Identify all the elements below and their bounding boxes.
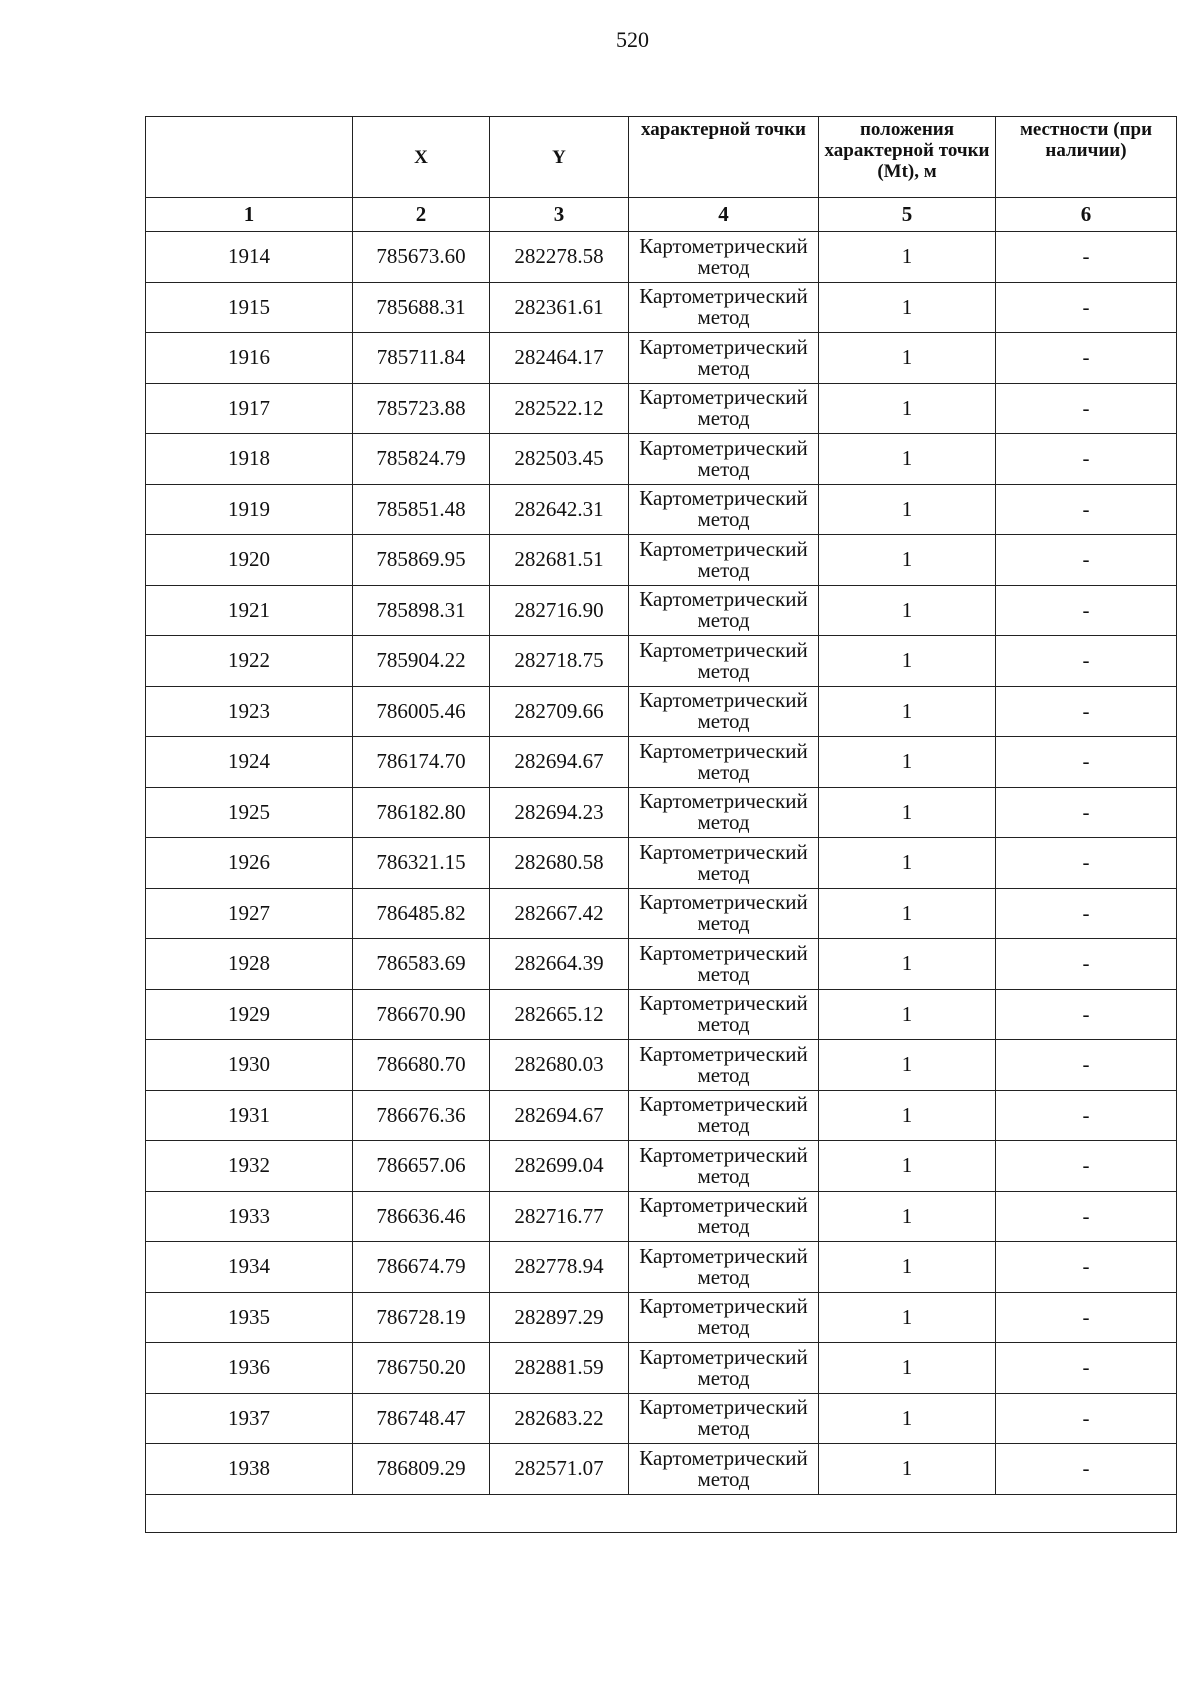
table-row xyxy=(146,686,1177,737)
description-cell: - xyxy=(996,686,1177,737)
accuracy-cell: 1 xyxy=(819,636,996,687)
table-row xyxy=(146,1090,1177,1141)
x-coordinate-cell: 786005.46 xyxy=(353,686,490,737)
x-coordinate-cell: 786674.79 xyxy=(353,1242,490,1293)
point-number-cell: 1919 xyxy=(146,484,353,535)
table-row xyxy=(146,787,1177,838)
method-cell: Картометрический метод xyxy=(629,333,819,384)
y-coordinate-cell: 282665.12 xyxy=(490,989,629,1040)
table-row xyxy=(146,1292,1177,1343)
method-cell: Картометрический метод xyxy=(629,888,819,939)
y-coordinate-cell: 282716.77 xyxy=(490,1191,629,1242)
y-coordinate-cell: 282683.22 xyxy=(490,1393,629,1444)
table-row xyxy=(146,989,1177,1040)
point-number-cell: 1933 xyxy=(146,1191,353,1242)
point-number-cell: 1928 xyxy=(146,939,353,990)
table-row xyxy=(146,838,1177,889)
table-row xyxy=(146,1444,1177,1495)
point-number-cell: 1917 xyxy=(146,383,353,434)
accuracy-cell: 1 xyxy=(819,1444,996,1495)
table-row xyxy=(146,939,1177,990)
point-number-cell: 1932 xyxy=(146,1141,353,1192)
y-coordinate-cell: 282642.31 xyxy=(490,484,629,535)
accuracy-cell: 1 xyxy=(819,888,996,939)
method-cell: Картометрический метод xyxy=(629,636,819,687)
table-row xyxy=(146,484,1177,535)
x-coordinate-cell: 786657.06 xyxy=(353,1141,490,1192)
description-cell: - xyxy=(996,1090,1177,1141)
description-cell: - xyxy=(996,282,1177,333)
table-row xyxy=(146,232,1177,283)
x-coordinate-cell: 786174.70 xyxy=(353,737,490,788)
header-cell-description: местности (при наличии) xyxy=(996,117,1177,198)
x-coordinate-cell: 786809.29 xyxy=(353,1444,490,1495)
table-row xyxy=(146,737,1177,788)
y-coordinate-cell: 282694.67 xyxy=(490,1090,629,1141)
method-cell: Картометрический метод xyxy=(629,232,819,283)
accuracy-cell: 1 xyxy=(819,1090,996,1141)
y-coordinate-cell: 282881.59 xyxy=(490,1343,629,1394)
y-coordinate-cell: 282664.39 xyxy=(490,939,629,990)
y-coordinate-cell: 282680.58 xyxy=(490,838,629,889)
point-number-cell: 1918 xyxy=(146,434,353,485)
y-coordinate-cell: 282681.51 xyxy=(490,535,629,586)
table-row xyxy=(146,1040,1177,1091)
point-number-cell: 1935 xyxy=(146,1292,353,1343)
x-coordinate-cell: 786485.82 xyxy=(353,888,490,939)
table-row xyxy=(146,1141,1177,1192)
point-number-cell: 1938 xyxy=(146,1444,353,1495)
method-cell: Картометрический метод xyxy=(629,1090,819,1141)
x-coordinate-cell: 786583.69 xyxy=(353,939,490,990)
description-cell: - xyxy=(996,1242,1177,1293)
accuracy-cell: 1 xyxy=(819,939,996,990)
accuracy-cell: 1 xyxy=(819,787,996,838)
point-number-cell: 1921 xyxy=(146,585,353,636)
method-cell: Картометрический метод xyxy=(629,1343,819,1394)
point-number-cell: 1914 xyxy=(146,232,353,283)
accuracy-cell: 1 xyxy=(819,383,996,434)
x-coordinate-cell: 786676.36 xyxy=(353,1090,490,1141)
x-coordinate-cell: 785673.60 xyxy=(353,232,490,283)
accuracy-cell: 1 xyxy=(819,232,996,283)
table-row xyxy=(146,888,1177,939)
method-cell: Картометрический метод xyxy=(629,434,819,485)
table-row xyxy=(146,383,1177,434)
accuracy-cell: 1 xyxy=(819,1141,996,1192)
description-cell: - xyxy=(996,989,1177,1040)
column-number: 6 xyxy=(996,198,1177,232)
accuracy-cell: 1 xyxy=(819,686,996,737)
point-number-cell: 1927 xyxy=(146,888,353,939)
x-coordinate-cell: 786750.20 xyxy=(353,1343,490,1394)
description-cell: - xyxy=(996,1444,1177,1495)
y-coordinate-cell: 282699.04 xyxy=(490,1141,629,1192)
table-row xyxy=(146,1191,1177,1242)
y-coordinate-cell: 282522.12 xyxy=(490,383,629,434)
point-number-cell: 1925 xyxy=(146,787,353,838)
coordinates-table xyxy=(145,116,1177,1533)
y-coordinate-cell: 282718.75 xyxy=(490,636,629,687)
table-row xyxy=(146,1242,1177,1293)
y-coordinate-cell: 282503.45 xyxy=(490,434,629,485)
table-row xyxy=(146,1343,1177,1394)
accuracy-cell: 1 xyxy=(819,1343,996,1394)
column-number: 1 xyxy=(146,198,353,232)
point-number-cell: 1920 xyxy=(146,535,353,586)
x-coordinate-cell: 786636.46 xyxy=(353,1191,490,1242)
description-cell: - xyxy=(996,1191,1177,1242)
description-cell: - xyxy=(996,1343,1177,1394)
method-cell: Картометрический метод xyxy=(629,484,819,535)
description-cell: - xyxy=(996,383,1177,434)
method-cell: Картометрический метод xyxy=(629,1141,819,1192)
description-cell: - xyxy=(996,585,1177,636)
y-coordinate-cell: 282680.03 xyxy=(490,1040,629,1091)
description-cell: - xyxy=(996,636,1177,687)
accuracy-cell: 1 xyxy=(819,1292,996,1343)
method-cell: Картометрический метод xyxy=(629,282,819,333)
table-row xyxy=(146,585,1177,636)
column-number: 3 xyxy=(490,198,629,232)
header-cell-y: Y xyxy=(490,117,629,198)
accuracy-cell: 1 xyxy=(819,989,996,1040)
accuracy-cell: 1 xyxy=(819,838,996,889)
column-number: 2 xyxy=(353,198,490,232)
point-number-cell: 1931 xyxy=(146,1090,353,1141)
table-body xyxy=(146,117,1177,1533)
x-coordinate-cell: 786680.70 xyxy=(353,1040,490,1091)
method-cell: Картометрический метод xyxy=(629,838,819,889)
point-number-cell: 1924 xyxy=(146,737,353,788)
x-coordinate-cell: 786182.80 xyxy=(353,787,490,838)
column-number-row xyxy=(146,198,1177,232)
accuracy-cell: 1 xyxy=(819,1393,996,1444)
x-coordinate-cell: 785904.22 xyxy=(353,636,490,687)
empty-cell xyxy=(146,1494,1177,1532)
point-number-cell: 1934 xyxy=(146,1242,353,1293)
y-coordinate-cell: 282897.29 xyxy=(490,1292,629,1343)
x-coordinate-cell: 785824.79 xyxy=(353,434,490,485)
accuracy-cell: 1 xyxy=(819,585,996,636)
table-row xyxy=(146,1393,1177,1444)
y-coordinate-cell: 282464.17 xyxy=(490,333,629,384)
accuracy-cell: 1 xyxy=(819,333,996,384)
accuracy-cell: 1 xyxy=(819,1191,996,1242)
method-cell: Картометрический метод xyxy=(629,1191,819,1242)
accuracy-cell: 1 xyxy=(819,434,996,485)
x-coordinate-cell: 786670.90 xyxy=(353,989,490,1040)
x-coordinate-cell: 785688.31 xyxy=(353,282,490,333)
y-coordinate-cell: 282778.94 xyxy=(490,1242,629,1293)
x-coordinate-cell: 785711.84 xyxy=(353,333,490,384)
header-cell-x: X xyxy=(353,117,490,198)
table-row xyxy=(146,636,1177,687)
description-cell: - xyxy=(996,737,1177,788)
y-coordinate-cell: 282709.66 xyxy=(490,686,629,737)
point-number-cell: 1930 xyxy=(146,1040,353,1091)
method-cell: Картометрический метод xyxy=(629,1040,819,1091)
method-cell: Картометрический метод xyxy=(629,1242,819,1293)
y-coordinate-cell: 282694.23 xyxy=(490,787,629,838)
method-cell: Картометрический метод xyxy=(629,535,819,586)
x-coordinate-cell: 785851.48 xyxy=(353,484,490,535)
description-cell: - xyxy=(996,1040,1177,1091)
accuracy-cell: 1 xyxy=(819,1242,996,1293)
x-coordinate-cell: 785723.88 xyxy=(353,383,490,434)
method-cell: Картометрический метод xyxy=(629,1444,819,1495)
x-coordinate-cell: 786748.47 xyxy=(353,1393,490,1444)
description-cell: - xyxy=(996,1292,1177,1343)
description-cell: - xyxy=(996,232,1177,283)
point-number-cell: 1937 xyxy=(146,1393,353,1444)
description-cell: - xyxy=(996,939,1177,990)
table-row xyxy=(146,535,1177,586)
y-coordinate-cell: 282667.42 xyxy=(490,888,629,939)
description-cell: - xyxy=(996,787,1177,838)
description-cell: - xyxy=(996,484,1177,535)
header-row xyxy=(146,117,1177,198)
method-cell: Картометрический метод xyxy=(629,1393,819,1444)
x-coordinate-cell: 786728.19 xyxy=(353,1292,490,1343)
header-cell-method: характерной точки xyxy=(629,117,819,198)
page-number: 520 xyxy=(616,27,649,52)
description-cell: - xyxy=(996,1393,1177,1444)
description-cell: - xyxy=(996,1141,1177,1192)
method-cell: Картометрический метод xyxy=(629,585,819,636)
description-cell: - xyxy=(996,838,1177,889)
method-cell: Картометрический метод xyxy=(629,737,819,788)
header-cell-1 xyxy=(146,117,353,198)
method-cell: Картометрический метод xyxy=(629,787,819,838)
method-cell: Картометрический метод xyxy=(629,989,819,1040)
x-coordinate-cell: 785869.95 xyxy=(353,535,490,586)
column-number: 5 xyxy=(819,198,996,232)
point-number-cell: 1936 xyxy=(146,1343,353,1394)
accuracy-cell: 1 xyxy=(819,282,996,333)
point-number-cell: 1922 xyxy=(146,636,353,687)
header-cell-accuracy: положения характерной точки (Mt), м xyxy=(819,117,996,198)
y-coordinate-cell: 282694.67 xyxy=(490,737,629,788)
method-cell: Картометрический метод xyxy=(629,1292,819,1343)
method-cell: Картометрический метод xyxy=(629,686,819,737)
point-number-cell: 1915 xyxy=(146,282,353,333)
description-cell: - xyxy=(996,535,1177,586)
method-cell: Картометрический метод xyxy=(629,383,819,434)
table-row xyxy=(146,282,1177,333)
table-row xyxy=(146,434,1177,485)
point-number-cell: 1923 xyxy=(146,686,353,737)
empty-row xyxy=(146,1494,1177,1532)
accuracy-cell: 1 xyxy=(819,1040,996,1091)
x-coordinate-cell: 785898.31 xyxy=(353,585,490,636)
x-coordinate-cell: 786321.15 xyxy=(353,838,490,889)
y-coordinate-cell: 282361.61 xyxy=(490,282,629,333)
y-coordinate-cell: 282716.90 xyxy=(490,585,629,636)
y-coordinate-cell: 282571.07 xyxy=(490,1444,629,1495)
accuracy-cell: 1 xyxy=(819,535,996,586)
point-number-cell: 1916 xyxy=(146,333,353,384)
description-cell: - xyxy=(996,333,1177,384)
table-row xyxy=(146,333,1177,384)
point-number-cell: 1926 xyxy=(146,838,353,889)
accuracy-cell: 1 xyxy=(819,737,996,788)
y-coordinate-cell: 282278.58 xyxy=(490,232,629,283)
description-cell: - xyxy=(996,434,1177,485)
accuracy-cell: 1 xyxy=(819,484,996,535)
column-number: 4 xyxy=(629,198,819,232)
point-number-cell: 1929 xyxy=(146,989,353,1040)
description-cell: - xyxy=(996,888,1177,939)
method-cell: Картометрический метод xyxy=(629,939,819,990)
